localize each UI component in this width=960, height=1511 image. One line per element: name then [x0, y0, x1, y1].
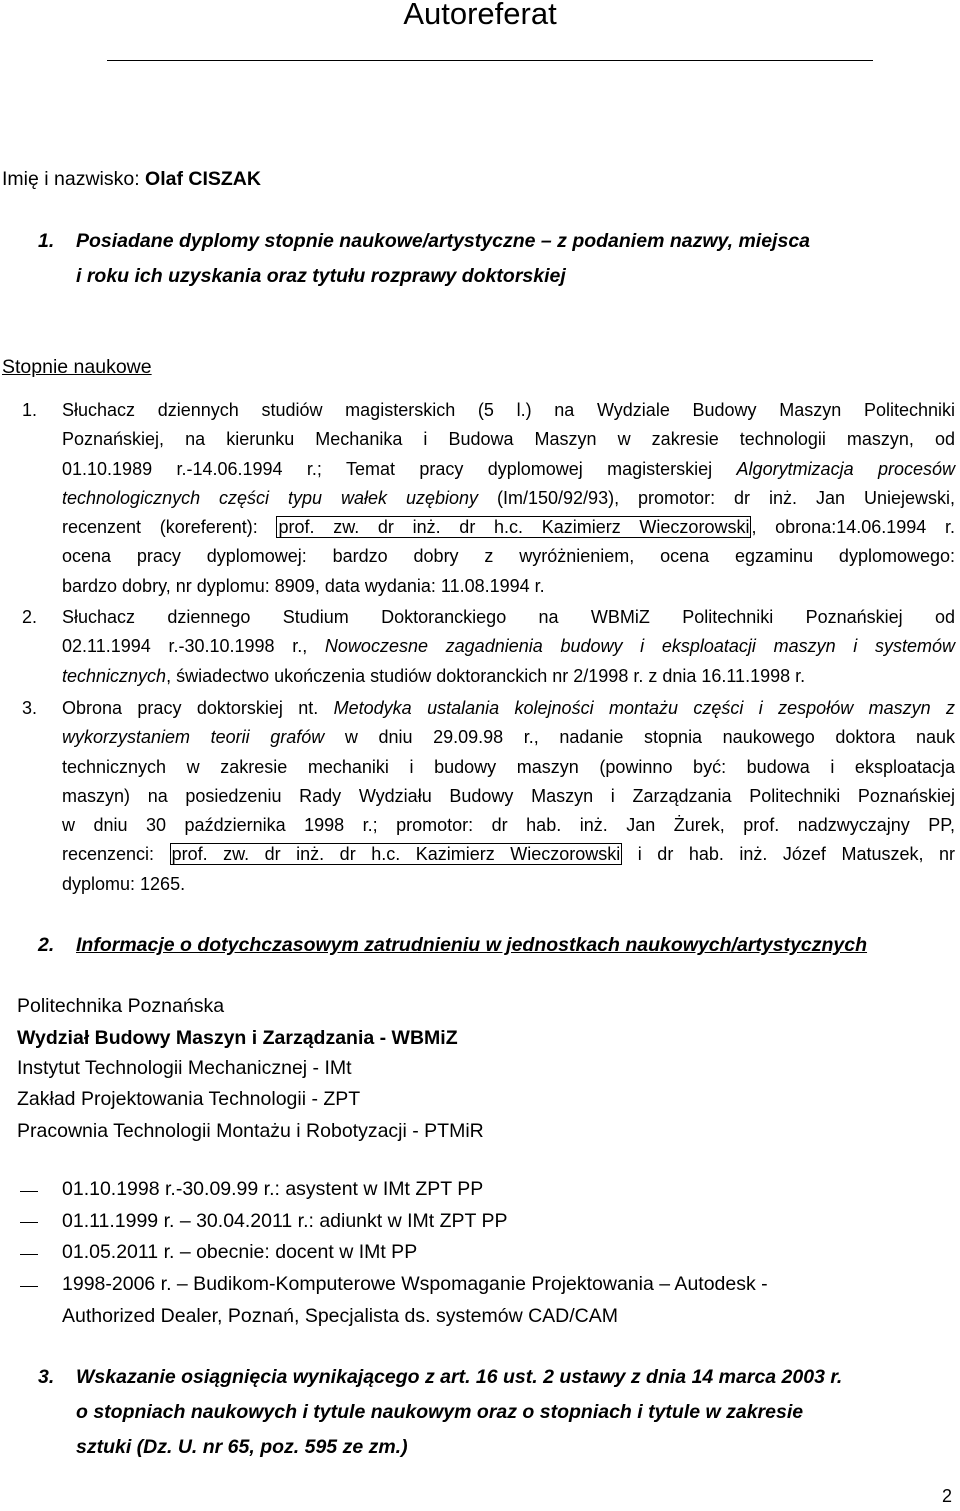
item-3-line-2: [62, 723, 955, 752]
degree-item-3: [22, 694, 956, 899]
item-2-topic-1: Nowoczesne zagadnienia budowy i eksploatacji maszyn i systemów: [324, 636, 956, 657]
item-1-topic-label: ; Temat pracy dyplomowej magisterskiej: [316, 458, 737, 479]
title-underline: [107, 60, 873, 61]
item-3-line-7: dyplomu: 1265.: [62, 873, 186, 894]
employment-item-continued: Authorized Dealer, Poznań, Specjalista ds. systemów CAD/CAM: [62, 1305, 618, 1327]
item-1-dates: 01.10.1989 r.-14.06.1994 r.: [62, 458, 317, 479]
item-1-line-1: Słuchacz dziennych studiów magisterskich (5 l.) na Wydziale Budowy Maszyn Politechniki: [62, 400, 955, 420]
degree-item-1: [22, 396, 955, 601]
degrees-heading: Stopnie naukowe: [2, 356, 152, 378]
item-1-line-2: Poznańskiej, na kierunku Mechanika i Budowa Maszyn w zakresie technologii maszyn, od: [62, 429, 955, 450]
bullet-dash: [20, 1254, 38, 1255]
section-2-heading: [38, 934, 868, 957]
item-3-reviewer-name: prof. zw. dr inż. dr h.c. Kazimierz Wieczorowski: [171, 844, 621, 865]
section-3-line-1: Wskazanie osiągnięcia wynikającego z art. 16 ust. 2 ustawy z dnia 14 marca 2003 r.: [76, 1366, 843, 1388]
section-2-number: 2.: [38, 934, 55, 956]
org-institute: Instytut Technologii Mechanicznej - IMt: [17, 1057, 352, 1079]
item-1-reviewer-name: prof. zw. dr inż. dr h.c. Kazimierz Wieczorowski: [278, 517, 750, 538]
org-university: Politechnika Poznańska: [17, 995, 225, 1017]
item-2-line-2: [62, 632, 955, 661]
item-1-line-6: ocena pracy dyplomowej: bardzo dobry z wyróżnieniem, ocena egzaminu dyplomowego:: [62, 546, 955, 567]
bullet-dash: [20, 1191, 38, 1192]
item-2-certificate: , świadectwo ukończenia studiów doktoranckich nr 2/1998 r. z dnia 16.11.1998 r.: [166, 665, 806, 686]
section-1-number: 1.: [38, 230, 55, 252]
item-3-thesis-title-1: Metodyka ustalania kolejności montażu części i zespołów maszyn z: [333, 698, 955, 718]
org-faculty: Wydział Budowy Maszyn i Zarządzania - WBMiZ: [17, 1027, 458, 1049]
section-3-line-3: sztuki (Dz. U. nr 65, poz. 595 ze zm.): [76, 1436, 408, 1458]
item-3-reviewers-label: recenzenci:: [62, 844, 170, 865]
section-3-number: 3.: [38, 1366, 55, 1388]
employment-item: 1998-2006 r. – Budikom-Komputerowe Wspomaganie Projektowania – Autodesk -: [62, 1273, 768, 1295]
item-2-dates: 02.11.1994 r.-30.10.1998 r.,: [62, 636, 325, 657]
item-3-thesis-title-2: wykorzystaniem teorii grafów: [62, 727, 325, 748]
item-2-line-3: [62, 662, 955, 691]
item-1-line-5: [62, 513, 955, 542]
employment-item: 01.11.1999 r. – 30.04.2011 r.: adiunkt w IMt ZPT PP: [62, 1210, 508, 1232]
section-3-heading: [38, 1366, 843, 1458]
page-number: 2: [942, 1486, 953, 1506]
item-1-number: 1.: [22, 400, 38, 420]
name-line: [2, 168, 261, 191]
name-label: Imię i nazwisko:: [2, 168, 146, 190]
section-1-line-2: i roku ich uzyskania oraz tytułu rozprawy doktorskiej: [76, 265, 566, 287]
item-1-reviewer-label: recenzent (koreferent):: [62, 517, 277, 538]
section-2-text: Informacje o dotychczasowym zatrudnieniu w jednostkach naukowych/artystycznych: [76, 934, 868, 956]
item-1-topic-title-2: technologicznych części typu wałek uzębiony: [62, 487, 479, 508]
bullet-dash: [20, 1222, 38, 1223]
item-3-defense-label: Obrona pracy doktorskiej nt.: [62, 698, 334, 718]
item-1-defense-date: , obrona:14.06.1994 r.: [751, 517, 955, 538]
item-1-line-7: bardzo dobry, nr dyplomu: 8909, data wydania: 11.08.1994 r.: [62, 575, 545, 596]
item-2-number: 2.: [22, 607, 38, 627]
item-1-line-3: [62, 455, 955, 484]
section-1-heading: [38, 230, 811, 287]
document-title: Autoreferat: [403, 0, 557, 31]
item-3-line-3: technicznych w zakresie mechaniki i budowy maszyn (powinno być: budowa i eksploatacja: [62, 756, 955, 777]
item-2-topic-2: technicznych: [62, 665, 167, 686]
item-3-number: 3.: [22, 698, 38, 718]
degree-item-2: [22, 603, 956, 691]
name-value: Olaf CISZAK: [145, 168, 261, 190]
item-3-date: w dniu 29.09.98 r., nadanie stopnia naukowego doktora nauk: [324, 727, 956, 748]
item-1-line-4: [62, 484, 955, 513]
employment-item: 01.05.2011 r. – obecnie: docent w IMt PP: [62, 1241, 418, 1263]
item-3-line-1: [62, 694, 955, 723]
item-2-line-1: Słuchacz dziennego Studium Doktoranckiego na WBMiZ Politechniki Poznańskiej od: [62, 607, 955, 627]
item-1-supervisor: (Im/150/92/93), promotor: dr inż. Jan Uniejewski,: [478, 487, 955, 508]
item-3-line-6: [62, 840, 955, 869]
section-3-line-2: o stopniach naukowych i tytule naukowym oraz o stopniach i tytule w zakresie: [76, 1401, 804, 1423]
employment-item: 01.10.1998 r.-30.09.99 r.: asystent w IMt ZPT PP: [62, 1178, 484, 1200]
section-1-line-1: Posiadane dyplomy stopnie naukowe/artystyczne – z podaniem nazwy, miejsca: [76, 230, 811, 252]
item-3-line-5: w dniu 30 października 1998 r.; promotor: dr hab. inż. Jan Żurek, prof. nadzwyczajny PP,: [62, 815, 955, 836]
item-3-line-4: maszyn) na posiedzeniu Rady Wydziału Budowy Maszyn i Zarządzania Politechniki Poznańskiej: [62, 785, 955, 806]
bullet-dash: [20, 1286, 38, 1287]
item-1-topic-title-1: Algorytmizacja procesów: [736, 458, 955, 479]
org-lab: Pracownia Technologii Montażu i Robotyzacji - PTMiR: [17, 1120, 484, 1142]
org-division: Zakład Projektowania Technologii - ZPT: [17, 1088, 361, 1110]
item-3-reviewer-2: i dr hab. inż. Józef Matuszek, nr: [622, 844, 955, 865]
